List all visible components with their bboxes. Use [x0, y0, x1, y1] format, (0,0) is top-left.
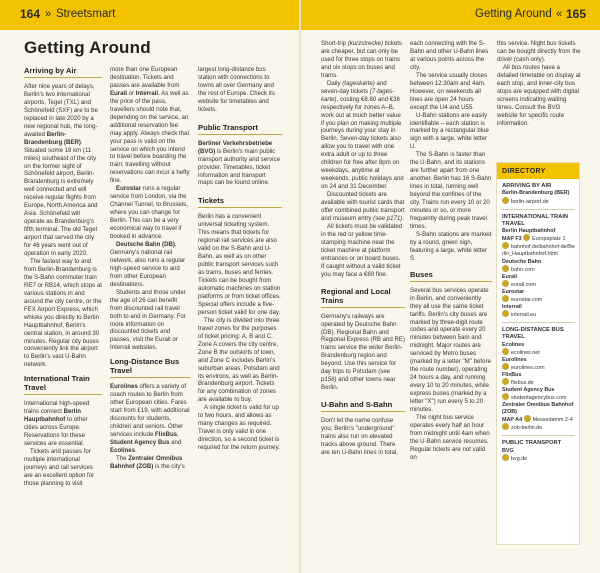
paragraph: U-Bahn stations are easily identifiable – each station is marked by a rectangular blue sign with a large, white letter U. [410, 111, 489, 151]
web-icon [502, 363, 509, 370]
right-header-title: Getting Around [475, 8, 552, 20]
directory-link[interactable]: ecolines.net [502, 349, 575, 357]
paragraph: Several bus services operate in Berlin, and conveniently they all use the same ticket tariffs. Berlin's city buses are marked by three-digit route codes and operate every 20 minutes between 5am and midnight. Major routes are serviced by Metro buses (marked by a letter "M" before the route number), operating 24 hours a day, and running every 10 to 20 minutes, while express buses (marked by a letter "X") run every 5 to 20 minutes. [410, 286, 491, 413]
left-header-chevron: » [45, 8, 52, 20]
directory-entry-name: Deutsche Bahn [502, 258, 542, 265]
directory-section-public-transport: PUBLIC TRANSPORT [502, 440, 562, 447]
heading-buses: Buses [410, 270, 492, 282]
directory-box [496, 162, 580, 545]
divider [502, 322, 575, 323]
directory-link[interactable]: bahn.com [502, 266, 575, 274]
directory-address: MAP F3 Europaplatz 1 [502, 236, 566, 243]
paragraph: Eurolines offers a variety of coach routes to Berlin from other European cities. Fares start from £19, with additional discounts for students, children and seniors. Other services include FlixBus, Student Agency Bus and Ecolines. [110, 383, 190, 454]
directory-link[interactable]: studentagencybus.com [502, 394, 575, 402]
directory-entry-name: FlixBus [502, 372, 522, 379]
directory-entry-name: Student Agency Bus [502, 387, 555, 394]
web-icon [502, 348, 509, 355]
divider [502, 209, 575, 210]
location-icon [523, 234, 530, 241]
divider [502, 435, 575, 436]
page-gutter [299, 0, 301, 573]
web-icon [502, 423, 509, 430]
column-2 [110, 66, 190, 471]
directory-link[interactable]: eurail.com [502, 281, 575, 289]
paragraph: The S-Bahn is faster than the U-Bahn, and its stations are further apart from one another. Berlin has 16 S-Bahn lines in total, running well beyond the confines of the city. Trains run every 10 or 20 minutes or so, or more frequently during peak travel times. [410, 151, 492, 230]
column-1 [24, 64, 102, 488]
heading-long-distance-bus-travel: Long-Distance Bus Travel [110, 357, 190, 378]
page-title: Getting Around [24, 38, 151, 57]
directory-entry-name: Eurostar [502, 288, 525, 295]
paragraph: Berlin has a convenient universal ticketing system. This means that tickets for regional rail services are also valid on the S-Bahn and U-Bahn, as well as on other public transport services such as trams, buses and ferries. Tickets can be bought from automatic machines on station platforms or from ticket offices. Special offers include a five-person ticket valid for one day. [198, 213, 281, 316]
directory-entry-name: Interrail [502, 303, 522, 310]
left-header-title: Streetsmart [56, 8, 116, 20]
right-header-chevron: « [556, 8, 563, 20]
paragraph: Don't let the name confuse you; Berlin's "underground" trains also run on elevated tracks above ground. There are ten U-Bahn lines in total, [321, 417, 398, 456]
paragraph: The service usually closes between 12:30am and 4am. However, on weekends all lines are open 24 hours except the U4 and U55. [410, 71, 488, 111]
paragraph: A single ticket is valid for up to two hours, and allows as many changes as required. Travel is only valid in one direction, so a second ticket is required for the return journey. [198, 404, 280, 452]
web-icon [502, 197, 509, 204]
web-icon [502, 454, 509, 461]
paragraph: All bus routes have a detailed timetable on display at each stop, and inner-city bus stops are equipped with digital screens indicating waiting times. Consult the BVG website for specific route information. [497, 63, 581, 127]
directory-link[interactable]: bahnhof.de/bahnhof-de/Berlin_Hauptbahnhof.html [502, 244, 575, 258]
directory-section-air: ARRIVING BY AIR [502, 183, 552, 189]
web-icon [502, 393, 509, 400]
paragraph: Students and those under the age of 26 can benefit from discounted rail travel both to and in Germany. For more information on discounted tickets and passes, visit the Eurail or Interrail websites. [110, 288, 186, 352]
heading-international-train-travel: International Train Travel [24, 374, 102, 395]
directory-link[interactable]: bvg.de [502, 455, 575, 463]
web-icon [502, 265, 509, 272]
location-icon [524, 415, 531, 422]
paragraph: Daily (tageskarte) and seven-day tickets (7-tages-karte), costing €8.80 and €36 respectively for zones A–B, work out at much better value if you plan on making multiple journeys during your stay in Berlin. Seven-day tickets also allow you to travel with one extra adult or up to three children for free after 8pm on weekdays, anytime at weekends, public holidays and on 24 and 31 December. [321, 79, 404, 191]
directory-entry-name: BVG [502, 447, 514, 454]
directory-link[interactable]: berlin-airport.de [502, 198, 575, 206]
heading-public-transport: Public Transport [198, 123, 282, 135]
web-icon [502, 280, 509, 287]
directory-link[interactable]: flixbus.de [502, 379, 575, 387]
paragraph: After nine years of delays, Berlin's two international airports, Tegel (TXL) and Schönefeld (SXF) are to be replaced in late 2020 by a new regional hub, the long-awaited Berlin-Brandenburg (BER). Situated some 18 km (11 miles) southeast of the city on the former sight of Schönefeld airport, Berlin-Brandenburg is extremely well connected and will receive regular flights from Europe, North America and Asia. Schönefeld will operate as Brandenburg's fifth terminal. The old Tegel airport that served the city for 46 years went out of operation in early 2020. [24, 83, 98, 258]
paragraph: Eurostar runs a regular service from London, via the Channel Tunnel, to Brussels, where you can change for Berlin. This can be a very economical way to travel if booked in advance. [110, 185, 188, 241]
directory-link[interactable]: eurostar.com [502, 296, 575, 304]
directory-link[interactable]: eurolines.com [502, 364, 575, 372]
paragraph: International high-speed trains connect Berlin Hauptbahnhof to other cities across Europe. Reservations for these services are essential. [24, 400, 90, 448]
directory-entry-name: Berlin-Brandenburg (BER) [502, 190, 570, 197]
paragraph: The Zentraler Omnibus Bahnhof (ZOB) is the city's [110, 454, 185, 470]
directory-entry-name: Eurail [502, 273, 517, 280]
directory-section-train: INTERNATIONAL TRAIN TRAVEL [502, 213, 569, 227]
paragraph: Tickets and passes for multiple international journeys and rail services are an excellent option for those planning to visit [24, 448, 95, 487]
left-header-bar [0, 0, 300, 30]
paragraph: The fastest way to and from Berlin-Brandenburg is the S-Bahn commuter train RE7 or RB14, which stops at various stations in and around the city centre, or the FEX Airport Express, which whisks you directly to Berlin Hauptbahnhof, Berlin's central station, in around 30 minutes. Regular city buses conveniently link the airport to Berlin's vast U-Bahn network. [24, 257, 102, 369]
right-header-bar [300, 0, 600, 30]
paragraph: All tickets must be validated in the red or yellow time-stamping machine near the ticket machine at platform entrances or on board buses. If caught without a valid ticket you may face a €60 fine. [321, 222, 403, 278]
left-page-number: 164 [20, 7, 41, 21]
directory-address: MAP A4 Messedamm 2-4 [502, 417, 573, 424]
web-icon [502, 378, 509, 385]
web-icon [502, 310, 509, 317]
web-icon [502, 295, 509, 302]
paragraph: more than one European destination. Tickets and passes are available from Eurail or Interrail. As well as the price of the pass, travellers should note that, depending on the service, an additional reservation fee may apply. Always check that your pass is valid on the service on which you intend to travel before boarding the train; travelling without reservations can incur a hefty fine. [110, 66, 190, 185]
directory-section-bus: LONG-DISTANCE BUS TRAVEL [502, 326, 564, 341]
directory-entry-name: Zentraler Omnibus Bahnhof (ZOB) [502, 402, 574, 416]
paragraph: The city is divided into three travel zones for the purposes of ticket pricing: A, B and C. Zone A covers the city centre, Zone B the outskirts of town, and Zone C includes Berlin's suburban areas, Potsdam and its environs, as well as Berlin-Brandenburg airport. Tickets for any combination of zones are available to buy. [198, 316, 280, 404]
paragraph: each connecting with the S-Bahn and other U-Bahn lines at various points across the city. [410, 40, 489, 71]
column-6 [497, 40, 581, 127]
paragraph: S-Bahn stations are marked by a round, green sign, featuring a large, white letter S. [410, 230, 492, 262]
heading-arriving-by-air: Arriving by Air [24, 66, 102, 78]
heading-u-bahn-and-s-bahn: U-Bahn and S-Bahn [321, 400, 405, 412]
directory-entry-name: Ecolines [502, 341, 525, 348]
paragraph: Deutsche Bahn (DB), Germany's national rail network, also runs a regular high-speed service to and from other European destinations. [110, 240, 186, 288]
right-page-number: 165 [566, 7, 587, 21]
directory-heading: DIRECTORY [497, 163, 579, 179]
paragraph: Discounted tickets are available with tourist cards that offer combined public transport and museum entry (see p171). [321, 191, 405, 222]
paragraph: Berliner Verkehrsbetriebe (BVG) is Berlin's main public transport authority and service provider. Timetables, ticket information and transport maps can be found online. [198, 139, 280, 187]
paragraph: The night bus service operates every half an hour from midnight until 4am when the U-Bahn service resumes. Regular tickets are not valid on [410, 413, 490, 461]
heading-tickets: Tickets [198, 196, 282, 208]
directory-entry-name: Eurolines [502, 356, 527, 363]
column-5 [410, 40, 492, 462]
directory-link[interactable]: interrail.eu [502, 311, 575, 319]
column-4 [321, 40, 405, 457]
column-3 [198, 66, 282, 452]
directory-entry: Berlin Hauptbahnhof [502, 228, 556, 235]
heading-regional-and-local-trains: Regional and Local Trains [321, 287, 405, 308]
paragraph: Short-trip (kurzstrecke) tickets are cheaper, but can only be used for three stops on trains and six stops on buses and trams. [321, 40, 402, 79]
paragraph: Germany's railways are operated by Deutsche Bahn (DB). Regional Bahn and Regional Express (RB and RE) trains service the wider Berlin-Brandenburg region and beyond. Use this service for day trips to Potsdam (see p156) and other towns near Berlin. [321, 312, 405, 392]
directory-link[interactable]: zob-berlin.de [502, 424, 575, 432]
paragraph: largest long-distance bus station with connections to towns all over Germany and the rest of Europe. Check its website for timetables and tickets. [198, 66, 275, 113]
web-icon [502, 242, 509, 249]
directory-body [497, 179, 579, 463]
paragraph: this service. Night bus tickets can be bought directly from the driver (cash only). [497, 40, 581, 63]
